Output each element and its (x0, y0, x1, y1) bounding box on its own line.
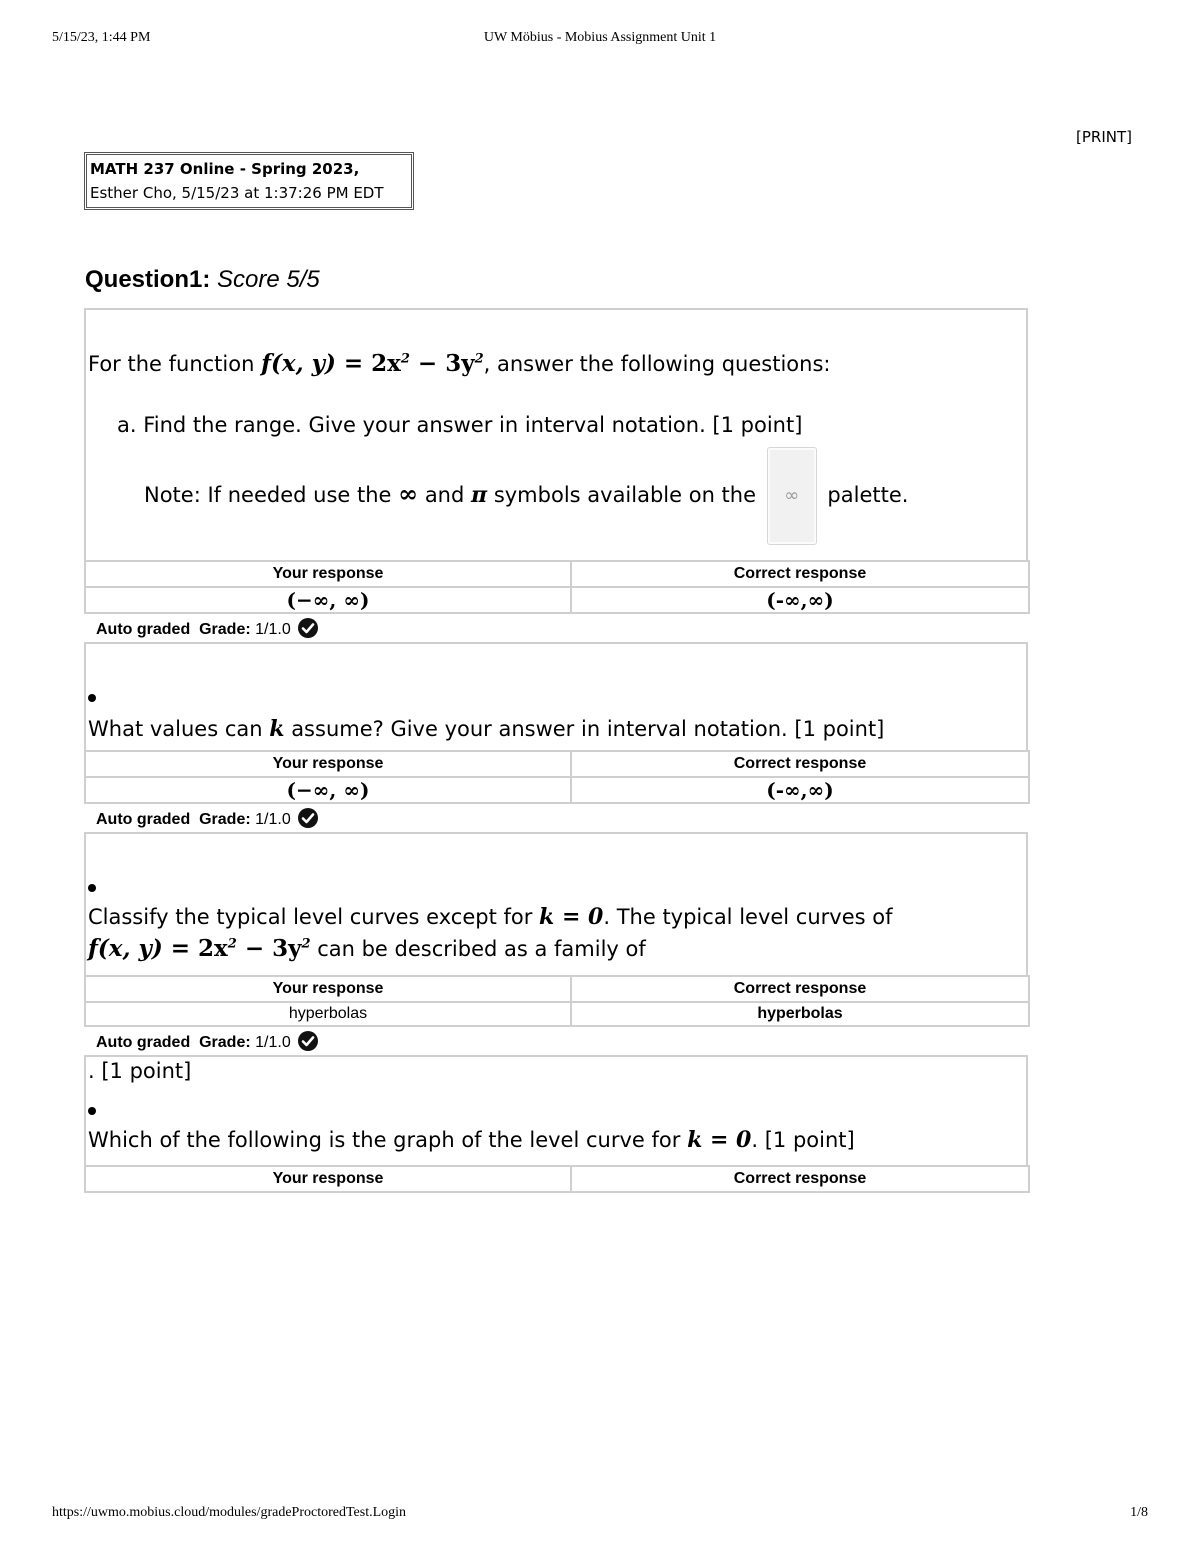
response-table (84, 975, 1030, 1027)
student-attempt-info: Esther Cho, 5/15/23 at 1:37:26 PM EDT (90, 184, 384, 202)
infinity-symbol: ∞ (398, 479, 419, 508)
print-datetime: 5/15/23, 1:44 PM (52, 30, 151, 45)
print-page-number: 1/8 (1130, 1505, 1148, 1520)
list-bullet (88, 884, 96, 892)
grade-line: Auto graded Grade: 1/1.0 (96, 808, 318, 829)
your-response-value: hyperbolas (85, 1002, 571, 1026)
part-c-prompt-line2: f(x, $y) = 2x^2 - 3y^2$ can be described as a family of (88, 935, 646, 962)
correct-response-header: Correct response (571, 751, 1029, 777)
part-a-prompt: a. Find the range. Give your answer in interval notation. [1 point] (117, 413, 803, 437)
k-equals-zero: k = 0 (687, 1127, 752, 1153)
list-bullet (88, 694, 96, 702)
grade-value: 1/1.0 (255, 1034, 291, 1051)
part-d-box (84, 1055, 1028, 1167)
list-bullet (88, 1107, 96, 1115)
correct-response-header: Correct response (571, 1166, 1029, 1192)
check-circle-icon (298, 808, 318, 828)
your-response-value: (−∞, ∞) (85, 587, 571, 613)
function-formula: f(x, $y) = 2x^2 - 3y^2$ (261, 350, 484, 377)
question-heading (85, 266, 320, 294)
question-score: Score 5/5 (217, 266, 320, 293)
correct-response-value: hyperbolas (571, 1002, 1029, 1026)
correct-response-header: Correct response (571, 976, 1029, 1002)
part-d-prompt: Which of the following is the graph of the level curve for k = 0. [1 point] (88, 1127, 855, 1153)
grade-line: Auto graded Grade: 1/1.0 (96, 1031, 318, 1052)
part-c-box (84, 832, 1028, 977)
your-response-header: Your response (85, 561, 571, 587)
print-url: https://uwmo.mobius.cloud/modules/gradeProctoredTest.Login (52, 1505, 407, 1520)
your-response-header: Your response (85, 976, 571, 1002)
your-response-header: Your response (85, 751, 571, 777)
grade-value: 1/1.0 (255, 811, 291, 828)
part-c-trailing: . [1 point] (88, 1059, 192, 1083)
your-response-value: (−∞, ∞) (85, 777, 571, 803)
response-table (84, 560, 1030, 614)
response-table (84, 750, 1030, 804)
response-table (84, 1165, 1030, 1193)
k-variable: k (269, 716, 285, 742)
pi-symbol: π (471, 482, 488, 508)
function-formula: f(x, $y) = 2x^2 - 3y^2$ (88, 935, 311, 962)
correct-response-value: (-∞,∞) (571, 777, 1029, 803)
print-page-title: UW Möbius - Mobius Assignment Unit 1 (483, 30, 717, 45)
part-b-box (84, 642, 1028, 752)
check-circle-icon (298, 618, 318, 638)
course-title: MATH 237 Online - Spring 2023, (90, 160, 360, 178)
part-a-note: Note: If needed use the ∞ and π symbols available on the ∞ palette. (144, 444, 908, 544)
question-intro: For the function f(x, $y) = 2x^2 - 3y^2$, answer the following questions: (88, 350, 831, 377)
correct-response-value: (-∞,∞) (571, 587, 1029, 613)
k-equals-zero: k = 0 (539, 904, 604, 930)
print-link[interactable]: [PRINT] (1076, 128, 1132, 146)
check-circle-icon (298, 1031, 318, 1051)
grade-line: Auto graded Grade: 1/1.0 (96, 618, 318, 639)
infinity-palette-button[interactable]: ∞ (767, 447, 817, 545)
part-c-prompt-line1: Classify the typical level curves except for k = 0. The typical level curves of (88, 904, 893, 930)
question-intro-box (84, 308, 1028, 562)
correct-response-header: Correct response (571, 561, 1029, 587)
grade-value: 1/1.0 (255, 621, 291, 638)
part-b-prompt: What values can k assume? Give your answer in interval notation. [1 point] (88, 716, 885, 742)
question-number: Question1: (85, 266, 211, 293)
course-info-box (84, 152, 414, 210)
your-response-header: Your response (85, 1166, 571, 1192)
